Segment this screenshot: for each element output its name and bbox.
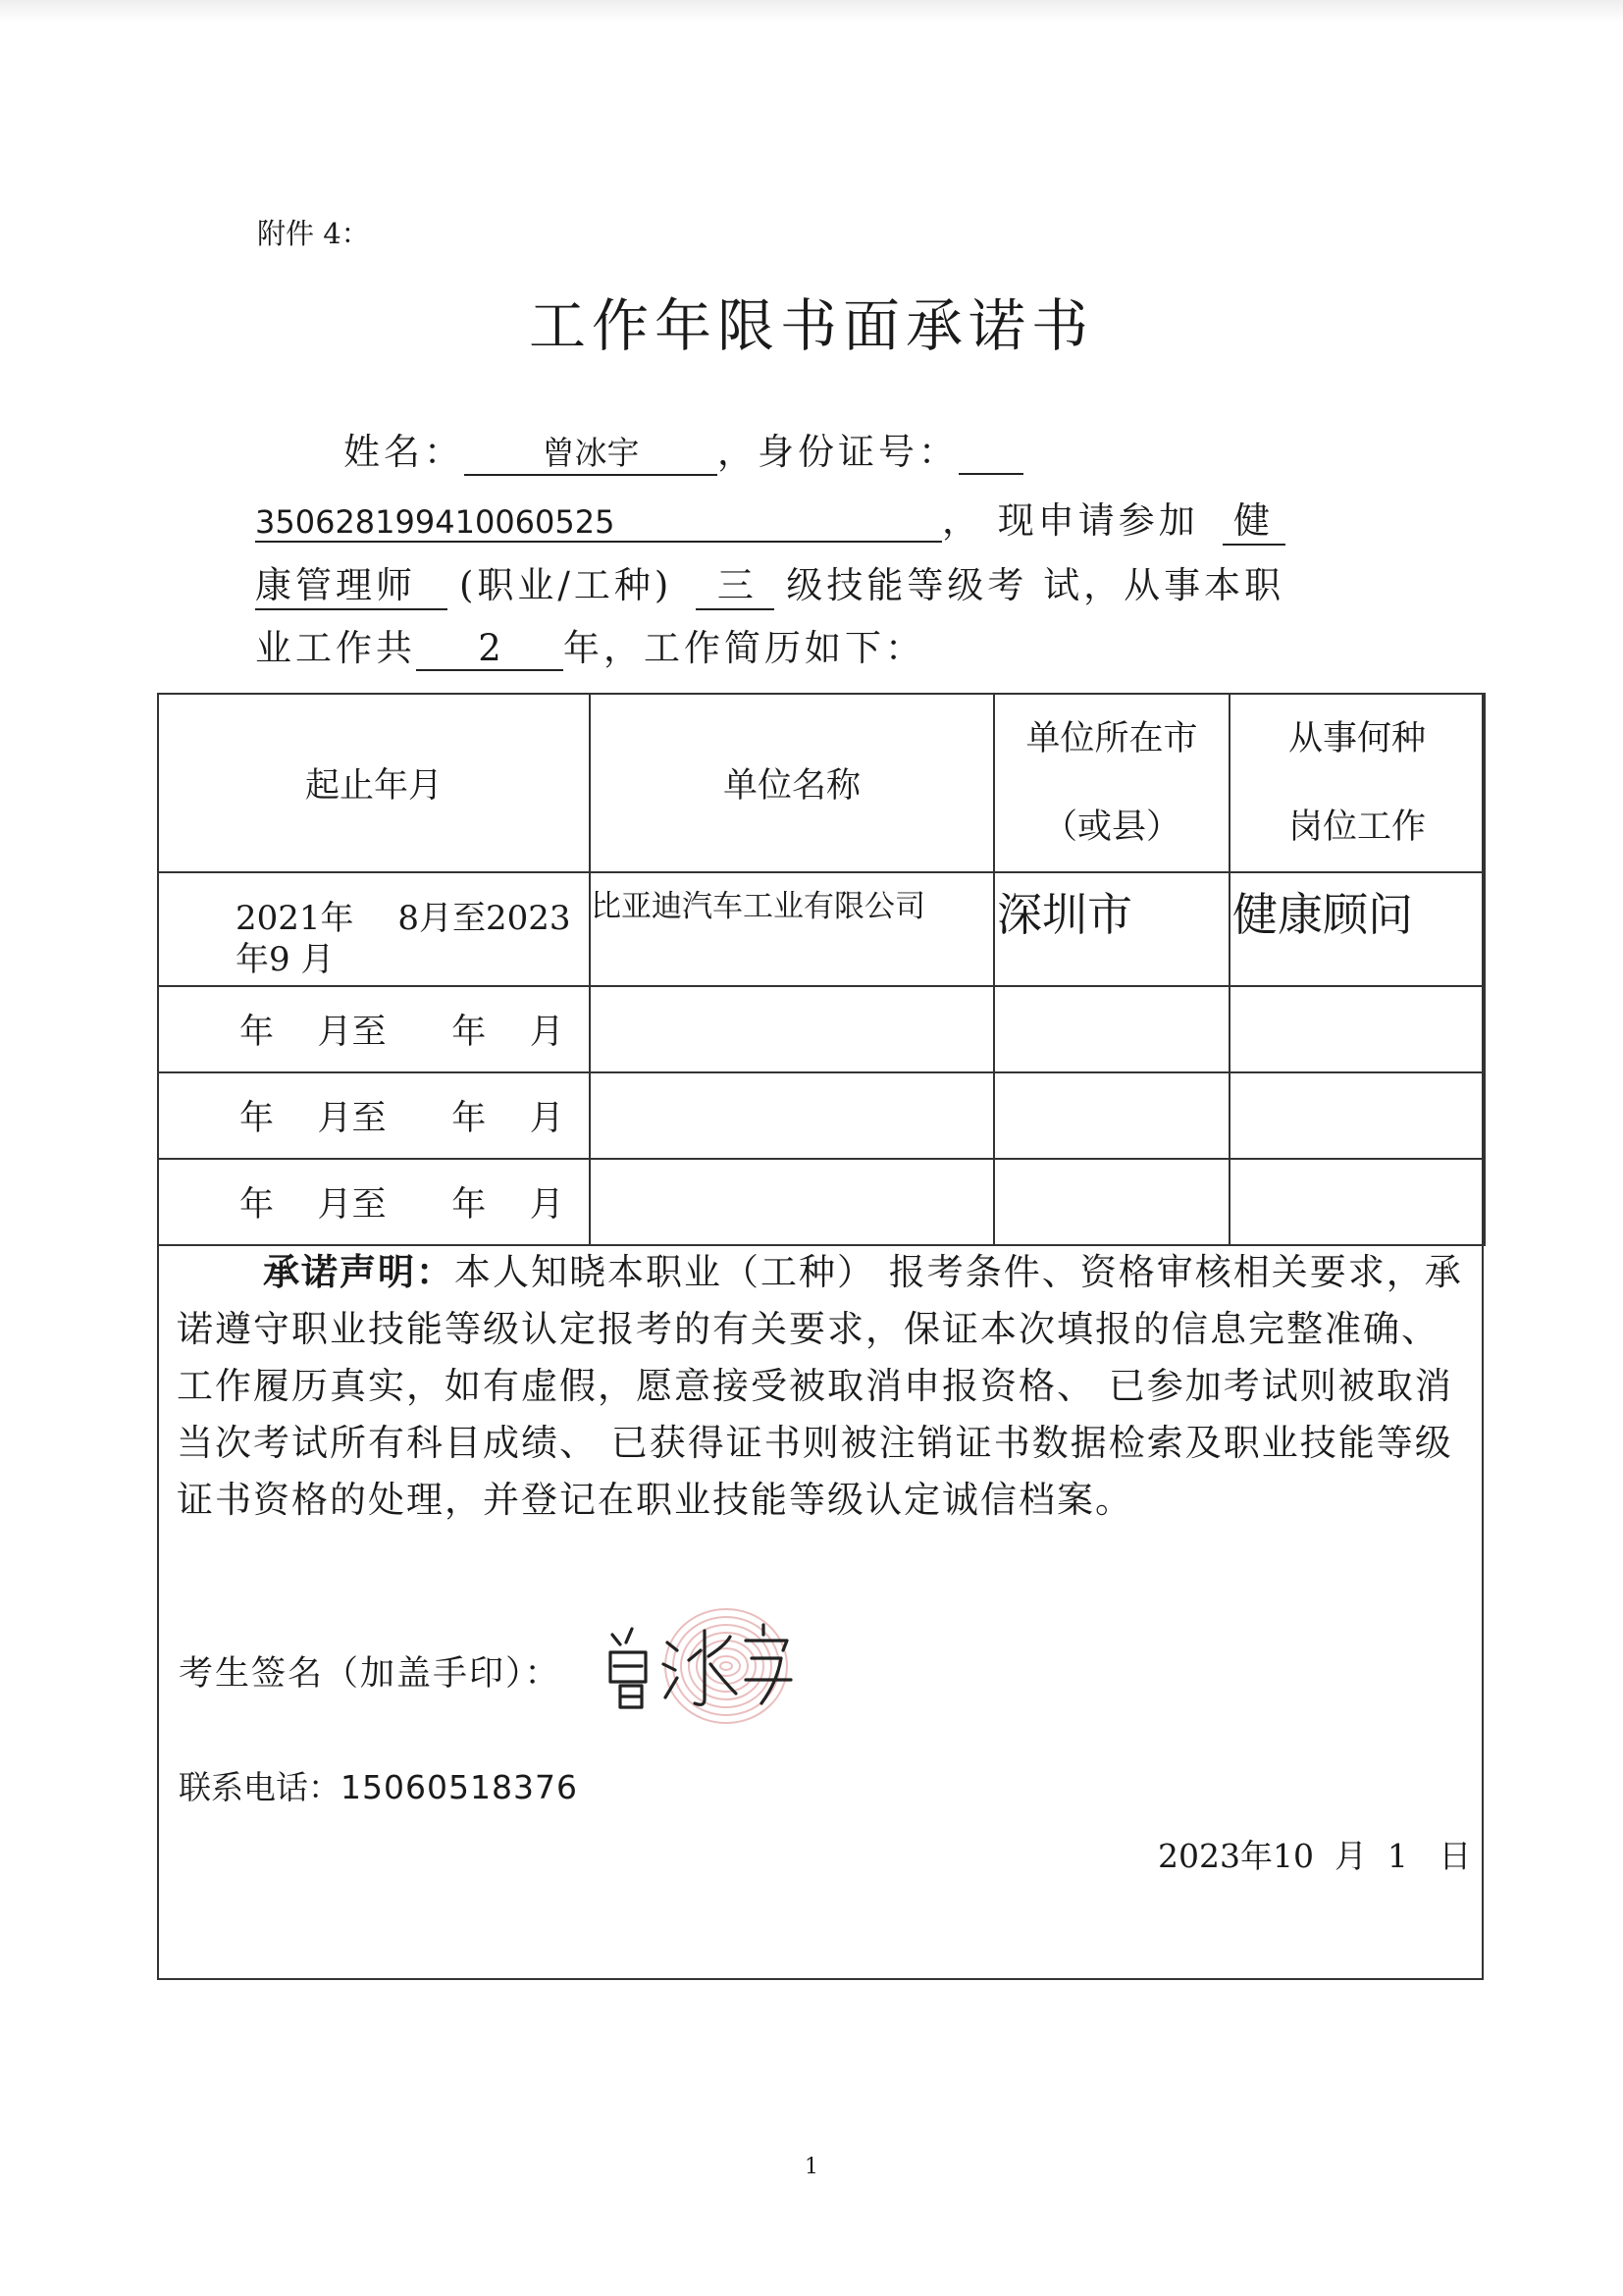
pledge-statement [177, 1244, 1468, 1529]
table-row [158, 986, 1485, 1072]
years-prefix: 业工作共 [255, 627, 416, 669]
id-number-field: 350628199410060525 [255, 503, 942, 543]
page-number: 1 [805, 2155, 818, 2179]
intro-line-1 [343, 422, 1452, 476]
intro-line-4 [255, 618, 1364, 671]
fingerprint-icon [665, 1609, 787, 1723]
level-field: 三 [696, 555, 774, 610]
blank-row-unit [590, 1072, 994, 1159]
pledge-text: 本人知晓本职业（工种） 报考条件、资格审核相关要求，承诺遵守职业技能等级认定报考的有关要求，保证本次填报的信息完整准确、工作履历真实，如有虚假，愿意接受被取消申报资格、 已参加考试则被取消当次考试所有科目成绩、 已获得证书则被注销证书数据检索及职业技能等级证书资格的处理，并登记在职业技能等级认定诚信档案。 [177, 1251, 1463, 1521]
occupation-field-start: 健 [1223, 491, 1285, 546]
blank-row-position [1230, 1072, 1485, 1159]
blank-row-city [994, 986, 1230, 1072]
intro-line-2 [255, 491, 1364, 546]
table-row [158, 872, 1485, 986]
blank-row-period: 年 月至 年 月 [158, 986, 590, 1072]
attachment-label: 附件 4： [257, 217, 370, 250]
work-history-table [157, 693, 1486, 1246]
row1-unit: 比亚迪汽车工业有限公司 [590, 872, 994, 986]
header-city: 单位所在市 （或县） [994, 694, 1230, 872]
blank-row-period: 年 月至 年 月 [158, 1072, 590, 1159]
signature-label: 考生签名（加盖手印）： [179, 1654, 561, 1694]
id-label: ，身份证号： [717, 431, 959, 473]
blank-row-period: 年 月至 年 月 [158, 1159, 590, 1245]
blank-row-city [994, 1159, 1230, 1245]
level-suffix: 级技能等级考 试，从事本职 [786, 564, 1285, 606]
blank-row-unit [590, 1159, 994, 1245]
blank-row-unit [590, 986, 994, 1072]
header-period: 起止年月 [158, 694, 590, 872]
table-header-row [158, 694, 1485, 872]
table-row [158, 1159, 1485, 1245]
header-unit-name: 单位名称 [590, 694, 994, 872]
contact-phone [179, 1762, 578, 1808]
occupation-field-end: 康管理师 [255, 555, 447, 610]
blank-row-position [1230, 1159, 1485, 1245]
signature-fingerprint-art [599, 1595, 834, 1733]
apply-text: ， 现申请参加 [942, 499, 1215, 542]
document-title: 工作年限书面承诺书 [528, 292, 1094, 359]
phone-label: 联系电话： [179, 1768, 340, 1806]
years-suffix: 年，工作简历如下： [563, 627, 925, 669]
name-field: 曾冰宇 [464, 428, 717, 476]
row1-city: 深圳市 [994, 872, 1230, 986]
table-row [158, 1072, 1485, 1159]
intro-line-3 [255, 555, 1364, 610]
name-label: 姓名： [343, 431, 464, 473]
pledge-label: 承诺声明： [263, 1251, 454, 1293]
years-field: 2 [416, 627, 563, 671]
scan-top-edge [0, 0, 1623, 22]
blank-row-position [1230, 986, 1485, 1072]
phone-number: 15060518376 [340, 1768, 578, 1806]
document-date: 2023年10 月 1 日 [1158, 1837, 1472, 1875]
id-field-lead [959, 432, 1023, 475]
row1-position: 健康顾问 [1230, 872, 1485, 986]
header-position: 从事何种 岗位工作 [1230, 694, 1485, 872]
occupation-suffix: (职业/工种) [459, 564, 673, 606]
row1-period: 2021年 8月至2023 年9 月 [158, 872, 590, 986]
blank-row-city [994, 1072, 1230, 1159]
